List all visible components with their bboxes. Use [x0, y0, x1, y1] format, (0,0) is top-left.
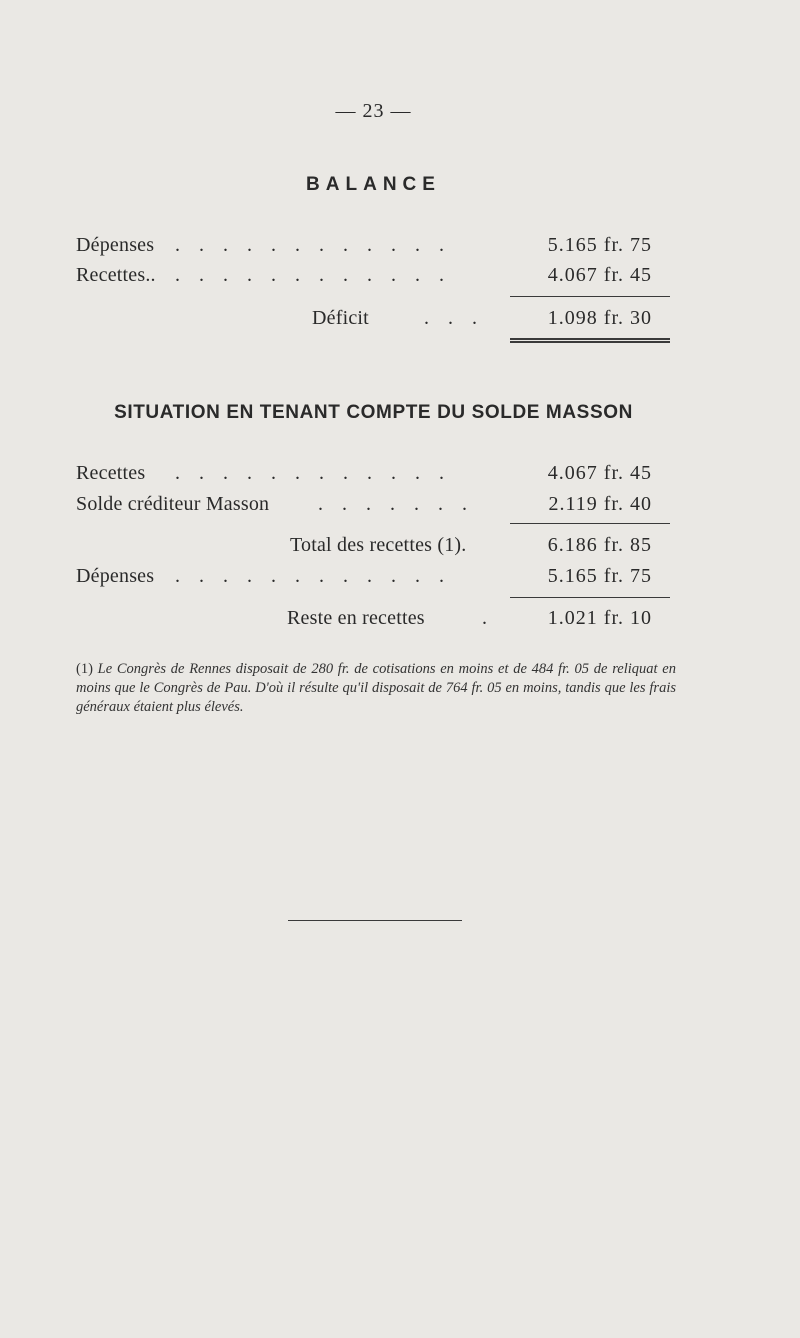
deficit-amount: 1.098 fr. 30	[547, 307, 652, 329]
reste-label: Reste en recettes	[287, 607, 425, 629]
page-number: — 23 —	[335, 100, 412, 122]
total-amount: 6.186 fr. 85	[547, 534, 652, 556]
sum-rule	[510, 597, 670, 598]
total-label: Total des recettes (1).	[290, 534, 467, 556]
balance-row-amount: 5.165 fr. 75	[547, 234, 652, 256]
sum-rule	[510, 523, 670, 524]
situation-row-amount: 2.119 fr. 40	[548, 493, 652, 515]
balance-title: BALANCE	[306, 174, 441, 195]
situation-title: SITUATION EN TENANT COMPTE DU SOLDE MASSON	[114, 402, 633, 423]
situation-row-amount: 4.067 fr. 45	[547, 462, 652, 484]
footnote	[76, 660, 676, 717]
depenses-label: Dépenses	[76, 565, 155, 587]
deficit-label: Déficit	[312, 307, 369, 329]
leader-dots: .	[482, 607, 494, 629]
leader-dots: . . . . . . . . . . . .	[175, 565, 451, 587]
footnote-marker: (1)	[76, 661, 93, 677]
situation-row-label: Solde créditeur Masson	[76, 493, 270, 515]
depenses-amount: 5.165 fr. 75	[547, 565, 652, 587]
sum-rule	[510, 296, 670, 297]
leader-dots: . . .	[424, 307, 484, 329]
situation-row-label: Recettes	[76, 462, 146, 484]
balance-row-label: Dépenses	[76, 234, 155, 256]
leader-dots: . . . . . . . . . . . .	[175, 264, 451, 286]
leader-dots: . . . . . . . . . . . .	[175, 462, 451, 484]
balance-row-amount: 4.067 fr. 45	[547, 264, 652, 286]
leader-dots: . . . . . . . . . . . .	[175, 234, 451, 256]
footnote-text: Le Congrès de Rennes disposait de 280 fr. de cotisations en moins et de 484 fr. 05 de reliquat en moins que le Congrès de Pau. D'où il résulte qu'il disposait de 764 fr. 05 en moins, tandis que les frais généraux étaient plus élevés.	[76, 661, 676, 715]
double-rule	[510, 338, 670, 343]
end-rule	[288, 920, 462, 921]
reste-amount: 1.021 fr. 10	[547, 607, 652, 629]
balance-row-label: Recettes..	[76, 264, 156, 286]
leader-dots: . . . . . . .	[318, 493, 474, 515]
